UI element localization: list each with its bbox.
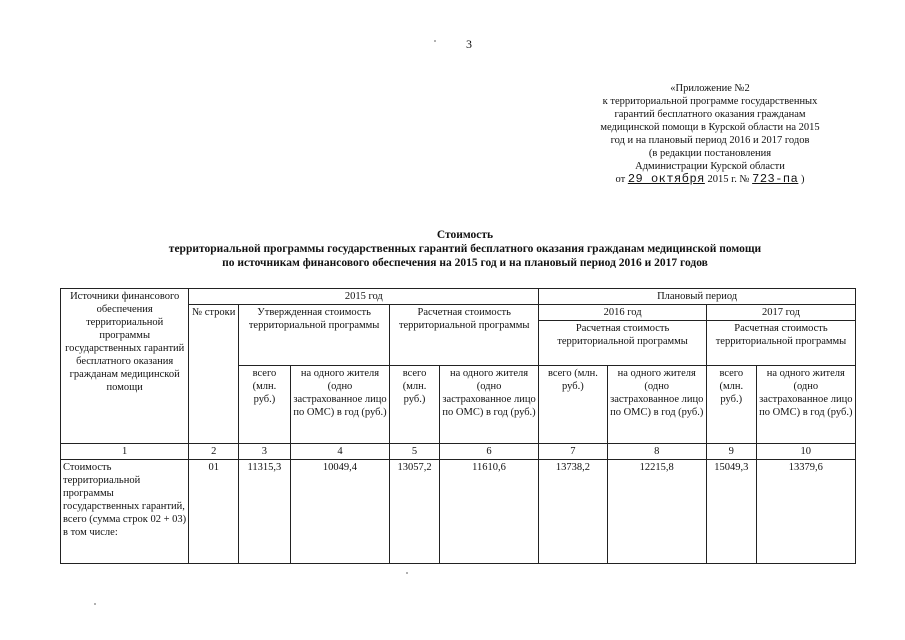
column-number: 1	[61, 444, 189, 460]
appendix-line: гарантий бесплатного оказания гражданам	[614, 109, 806, 120]
resolution-date-line	[560, 173, 860, 186]
appendix-line: медицинской помощи в Курской области на 2015	[600, 122, 820, 133]
heading-title: Стоимость	[436, 229, 494, 241]
appendix-line: Администрации Курской области	[635, 161, 785, 172]
header-calc-cost-2015: Расчетная стоимость территориальной программы	[390, 305, 539, 366]
column-number: 5	[390, 444, 440, 460]
column-number: 2	[189, 444, 239, 460]
header-2015: 2015 год	[189, 289, 539, 305]
appendix-line: «Приложение №2	[670, 83, 750, 94]
cell-value: 12215,8	[607, 460, 706, 564]
appendix-block	[560, 82, 860, 186]
date-year: 2015 г. №	[707, 174, 750, 185]
header-calc-cost-2017: Расчетная стоимость территориальной программы	[706, 321, 855, 366]
appendix-line: (в редакции постановления	[648, 148, 772, 159]
header-per-capita: на одного жителя (одно застрахованное лицо по ОМС) в год (руб.)	[756, 366, 855, 444]
header-row-number: № строки	[189, 305, 239, 444]
header-total: всего (млн. руб.)	[539, 366, 607, 444]
cell-value: 13379,6	[756, 460, 855, 564]
row-label: Стоимость территориальной программы государственных гарантий, всего (сумма строк 02 + 03) в том числе:	[61, 460, 189, 564]
heading-line-3: по источникам финансового обеспечения на 2015 год и на плановый период 2016 и 2017 годов	[222, 257, 708, 269]
cell-value: 11610,6	[439, 460, 538, 564]
header-plan-period: Плановый период	[539, 289, 856, 305]
header-total: всего (млн. руб.)	[706, 366, 756, 444]
cell-value: 13738,2	[539, 460, 607, 564]
scan-speck	[406, 572, 408, 574]
header-per-capita: на одного жителя (одно застрахованное лицо по ОМС) в год (руб.)	[439, 366, 538, 444]
cell-value: 10049,4	[290, 460, 389, 564]
handwritten-doc-number: 723-па	[752, 172, 799, 186]
appendix-line: год и на плановый период 2016 и 2017 годов	[610, 135, 810, 146]
scan-speck	[94, 603, 96, 605]
header-approved-cost: Утвержденная стоимость территориальной программы	[239, 305, 390, 366]
cell-value: 15049,3	[706, 460, 756, 564]
column-number: 9	[706, 444, 756, 460]
header-2017: 2017 год	[706, 305, 855, 321]
cell-value: 13057,2	[390, 460, 440, 564]
header-2016: 2016 год	[539, 305, 707, 321]
header-calc-cost-2016: Расчетная стоимость территориальной программы	[539, 321, 707, 366]
appendix-line: к территориальной программе государственных	[602, 96, 818, 107]
row-code: 01	[189, 460, 239, 564]
date-prefix: от	[615, 174, 626, 185]
column-number: 10	[756, 444, 855, 460]
header-sources: Источники финансового обеспечения территориальной программы государственных гарантий бесплатного оказания гражданам медицинской помощи	[61, 289, 189, 444]
cell-value: 11315,3	[239, 460, 291, 564]
header-per-capita: на одного жителя (одно застрахованное лицо по ОМС) в год (руб.)	[290, 366, 389, 444]
handwritten-date: 29 октября	[627, 172, 705, 186]
column-number: 8	[607, 444, 706, 460]
scan-speck	[434, 40, 436, 42]
column-number: 6	[439, 444, 538, 460]
cost-table	[60, 288, 856, 564]
header-per-capita: на одного жителя (одно застрахованное лицо по ОМС) в год (руб.)	[607, 366, 706, 444]
column-number: 4	[290, 444, 389, 460]
page-number: 3	[466, 37, 472, 51]
header-total: всего (млн. руб.)	[390, 366, 440, 444]
heading-line-2: территориальной программы государственных гарантий бесплатного оказания гражданам медицинской помощи	[168, 243, 762, 255]
column-number: 7	[539, 444, 607, 460]
document-heading	[140, 228, 790, 270]
date-suffix: )	[800, 174, 805, 185]
table-row	[61, 460, 856, 564]
header-total: всего (млн. руб.)	[239, 366, 291, 444]
column-numbers-row	[61, 444, 856, 460]
column-number: 3	[239, 444, 291, 460]
